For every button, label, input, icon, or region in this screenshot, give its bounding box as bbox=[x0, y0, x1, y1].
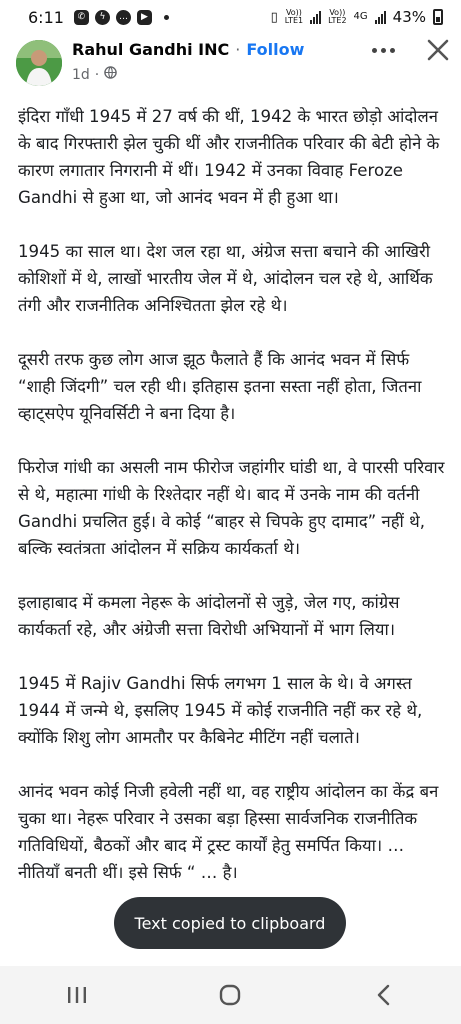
more-options-icon[interactable] bbox=[368, 40, 398, 60]
follow-button[interactable]: Follow bbox=[246, 40, 305, 59]
alarm-icon: ▯ bbox=[270, 9, 278, 25]
more-notifications-dot-icon bbox=[164, 15, 169, 20]
signal-1-icon bbox=[310, 11, 321, 24]
home-icon[interactable] bbox=[200, 975, 260, 1015]
globe-icon bbox=[104, 66, 117, 83]
post-paragraph: दूसरी तरफ कुछ लोग आज झूठ फैलाते हैं कि आनंद भवन में सिर्फ “शाही जिंदगी” चल रही थी। इतिहास इतना सस्ता नहीं होता, जितना व्हाट्सऐप यूनिवर्सिटी ने बना दिया है। bbox=[18, 350, 422, 423]
chat-icon: … bbox=[116, 10, 131, 25]
post-paragraph: आनंद भवन कोई निजी हवेली नहीं था, वह राष्ट्रीय आंदोलन का केंद्र बन चुका था। नेहरू परिवार ने उसका बड़ा हिस्सा सार्वजनिक राजनीतिक गतिविधियों, बैठकों और बाद में ट्रस्ट कार्यों हेतु समर्पित किया। … नीतियाँ बनती थीं। इसे सिर्फ “ … है। bbox=[18, 782, 439, 882]
close-icon[interactable] bbox=[424, 36, 452, 64]
post-paragraph: 1945 में Rajiv Gandhi सिर्फ लगभग 1 साल के थे। वे अगस्त 1944 में जन्मे थे, इसलिए 1945 में कोई राजनीति नहीं कर रहे थे, क्योंकि शिशु लोग आमतौर पर कैबिनेट मीटिंग नहीं चलाते। bbox=[18, 674, 423, 747]
battery-percent: 43% bbox=[392, 8, 426, 26]
avatar[interactable] bbox=[16, 40, 62, 86]
signal-2-icon bbox=[375, 11, 386, 24]
post-time[interactable]: 1d bbox=[72, 66, 90, 83]
messenger-icon: ϟ bbox=[95, 10, 110, 25]
post-paragraph: इंदिरा गाँधी 1945 में 27 वर्ष की थीं, 1942 के भारत छोड़ो आंदोलन के बाद गिरफ्तारी झेल चुकी थीं और राजनीतिक परिवार की बेटी होने के कारण लगातार निगरानी में थीं। 1942 में उनका विवाह Feroze Gandhi से हुआ था, जो आनंद भवन में ही हुआ था। bbox=[18, 107, 440, 207]
author-name[interactable]: Rahul Gandhi INC bbox=[72, 40, 230, 59]
post-paragraph: 1945 का साल था। देश जल रहा था, अंग्रेज सत्ता बचाने की आखिरी कोशिशों में थे, लाखों भारतीय जेल में थे, आंदोलन चल रहे थे, आर्थिक तंगी और राजनीतिक अनिश्चितता झेल रहे थे। bbox=[18, 242, 433, 315]
status-time: 6:11 bbox=[28, 7, 64, 27]
separator-dot: · bbox=[235, 40, 241, 59]
author-row bbox=[72, 40, 304, 59]
volte-label-2: Vo)) LTE2 bbox=[328, 8, 347, 25]
recents-icon[interactable] bbox=[47, 975, 107, 1015]
post-paragraph: फिरोज गांधी का असली नाम फीरोज जहांगीर घांडी था, वे पारसी परिवार से थे, महात्मा गांधी के रिश्तेदार नहीं थे। बाद में उनके नाम की वर्तनी Gandhi प्रचलित हुई। वे कोई “बाहर से चिपके हुए दामाद” नहीं थे, बल्कि स्वतंत्रता आंदोलन में सक्रिय कार्यकर्ता थे। bbox=[18, 458, 445, 558]
phone-badge-icon: ✆ bbox=[74, 10, 89, 25]
meta-separator-dot: · bbox=[94, 66, 100, 83]
post-body bbox=[18, 103, 448, 913]
status-bar-right bbox=[271, 8, 443, 26]
volte-label-1: Vo)) LTE1 bbox=[284, 8, 304, 25]
network-type: 4G bbox=[353, 11, 368, 22]
post-meta bbox=[72, 66, 117, 83]
youtube-icon: ▶ bbox=[137, 10, 152, 25]
toast-notification bbox=[114, 897, 346, 949]
post-paragraph: इलाहाबाद में कमला नेहरू के आंदोलनों से जुड़े, जेल गए, कांग्रेस कार्यकर्ता रहे, और अंग्रेजी सत्ता विरोधी अभियानों में भाग लिया। bbox=[18, 593, 400, 639]
status-bar bbox=[0, 0, 461, 34]
toast-message: Text copied to clipboard bbox=[134, 913, 326, 933]
post-header bbox=[0, 36, 461, 92]
battery-icon bbox=[433, 9, 443, 25]
system-nav-bar bbox=[0, 966, 461, 1024]
back-icon[interactable] bbox=[354, 975, 414, 1015]
status-bar-left bbox=[28, 8, 169, 27]
